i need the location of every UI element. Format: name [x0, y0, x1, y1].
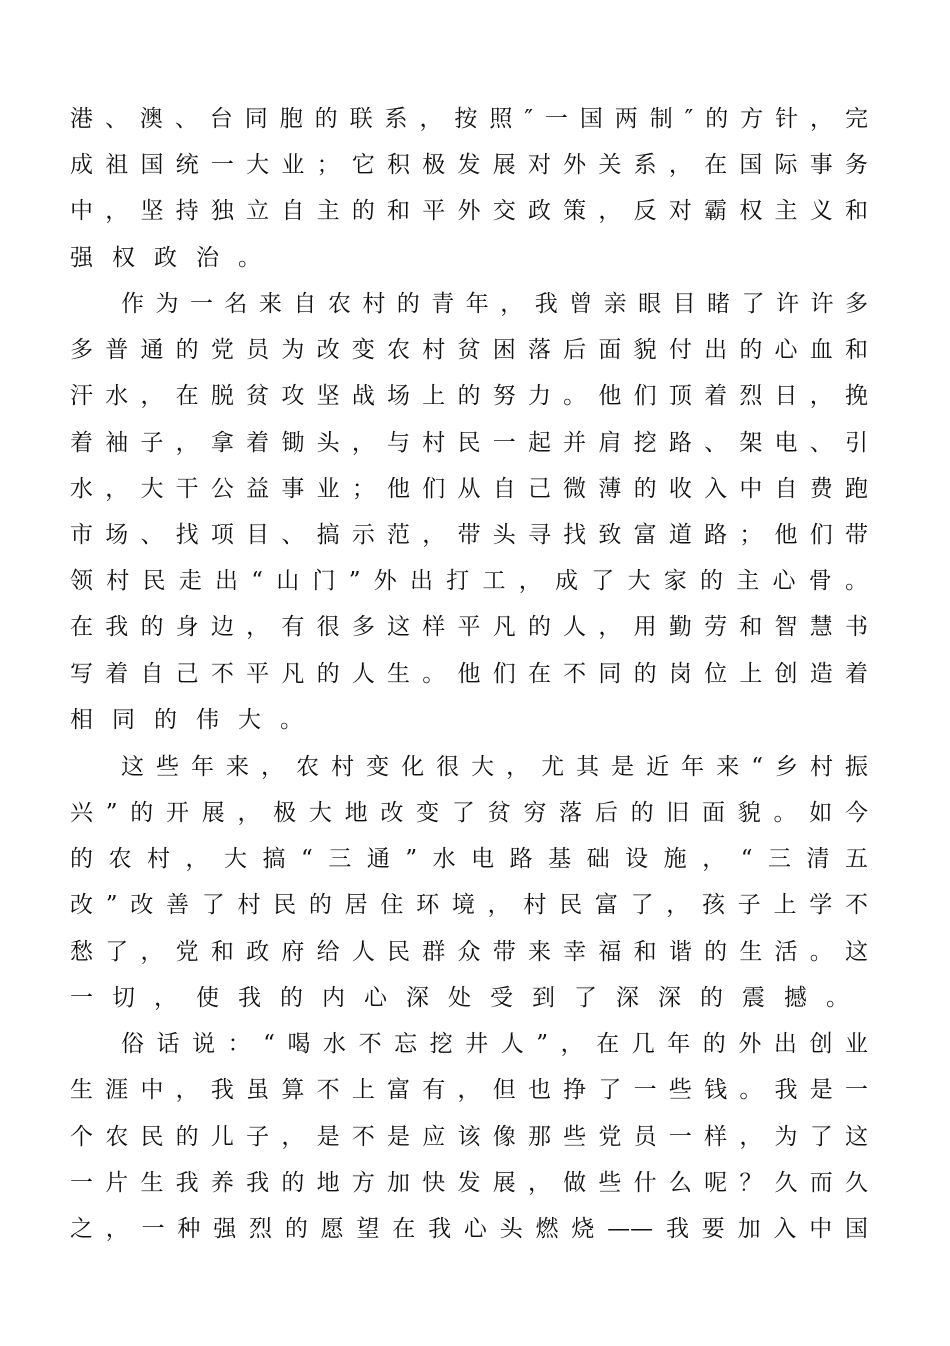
text-line: 着袖子，拿着锄头，与村民一起并肩挖路、架电、引 [70, 430, 868, 456]
text-line: 生涯中，我虽算不上富有，但也挣了一些钱。我是一 [70, 1077, 868, 1103]
paragraph-first-line: 作为一名来自农村的青年，我曾亲眼目睹了许许多 [121, 291, 868, 317]
text-line: 水，大干公益事业；他们从自己微薄的收入中自费跑 [70, 476, 868, 502]
text-line: 的农村，大搞“三通”水电路基础设施，“三清五 [70, 846, 868, 872]
text-line: 相同的伟大。 [70, 707, 322, 733]
paragraph-first-line: 俗话说：“喝水不忘挖井人”，在几年的外出创业 [121, 1031, 868, 1057]
text-line: 在我的身边，有很多这样平凡的人，用勤劳和智慧书 [70, 614, 868, 640]
text-line: 多普通的党员为改变农村贫困落后面貌付出的心血和 [70, 337, 868, 363]
text-line: 愁了，党和政府给人民群众带来幸福和谐的生活。这 [70, 939, 868, 965]
text-line: 领村民走出“山门”外出打工，成了大家的主心骨。 [70, 568, 868, 594]
text-line: 汗水，在脱贫攻坚战场上的努力。他们顶着烈日，挽 [70, 383, 868, 409]
text-line: 个农民的儿子，是不是应该像那些党员一样，为了这 [70, 1124, 868, 1150]
text-line: 中，坚持独立自主的和平外交政策，反对霸权主义和 [70, 198, 868, 224]
text-line: 写着自己不平凡的人生。他们在不同的岗位上创造着 [70, 661, 868, 687]
text-line: 成祖国统一大业；它积极发展对外关系，在国际事务 [70, 152, 868, 178]
text-line: 兴”的开展，极大地改变了贫穷落后的旧面貌。如今 [70, 800, 868, 826]
text-line: 市场、找项目、搞示范，带头寻找致富道路；他们带 [70, 522, 868, 548]
text-line: 一片生我养我的地方加快发展，做些什么呢？久而久 [70, 1170, 868, 1196]
paragraph-first-line: 这些年来，农村变化很大，尤其是近年来“乡村振 [121, 754, 868, 780]
text-line: 改”改善了村民的居住环境，村民富了，孩子上学不 [70, 892, 868, 918]
text-line: 一切，使我的内心深处受到了深深的震撼。 [70, 985, 868, 1011]
text-line: 港、澳、台同胞的联系，按照″一国两制″的方针，完 [70, 106, 868, 132]
text-line: 强权政治。 [70, 245, 280, 271]
text-line: 之，一种强烈的愿望在我心头燃烧——我要加入中国 [70, 1216, 868, 1242]
